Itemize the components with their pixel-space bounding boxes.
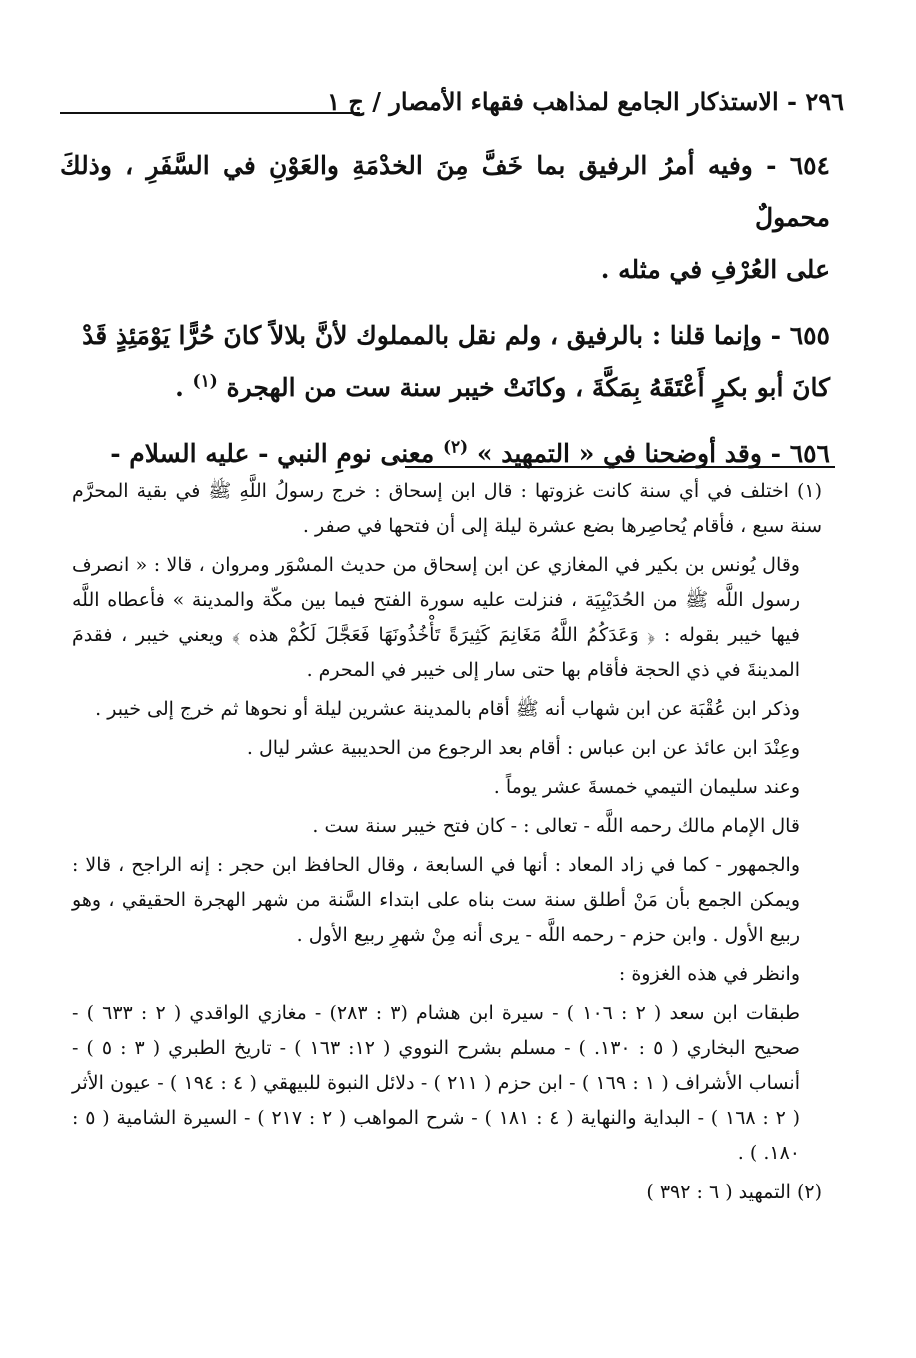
footnote-1-paragraph-5: وعند سليمان التيمي خمسةَ عشر يوماً . xyxy=(493,776,800,798)
paragraph-654 xyxy=(60,140,830,296)
header-title: ٢٩٦ - الاستذكار الجامع لمذاهب فقهاء الأمصار / ج ١ xyxy=(327,87,844,116)
footnote-separator xyxy=(405,466,835,468)
footnote-1-paragraph-7: والجمهور - كما في زاد المعاد : أنها في السابعة ، وقال الحافظ ابن حجر : إنه الراجح ، قالا : ويمكن الجمع بأن مَنْ أطلق سنة ست بناه على ابتداء السَّنة من شهر الهجرة الحقيقي ، وهو ربيع الأول . وابن حزم - رحمه اللَّه - يرى أنه مِنْ شهرِ ربيع الأول . xyxy=(72,854,800,946)
footnote-1-paragraph-8: وانظر في هذه الغزوة : xyxy=(618,963,800,985)
paragraph-656-start: ٦٥٦ - وقد أوضحنا في « التمهيد » xyxy=(476,439,830,468)
footnotes xyxy=(72,474,822,1214)
footnote-2: (٢) التمهيد ( ٦ : ٣٩٢ ) xyxy=(646,1181,822,1203)
footnote-1-paragraph-2: وقال يُونس بن بكير في المغازي عن ابن إسحاق من حديث المسْوَر ومروان ، قالا : « انصرف رسول اللَّه ﷺ من الحُدَيْبِيَة ، فنزلت عليه سورة الفتح فيما بين مكّة والمدينة » فأعطاه اللَّه فيها خيبر بقوله : ﴿ وَعَدَكُمُ اللَّهُ مَغَانِمَ كَثِيرَةً تَأْخُذُونَهَا فَعَجَّلَ لَكُمْ هذه ﴾ ويعني خيبر ، فقدمَ المدينةَ في ذي الحجة فأقام بها حتى سار إلى خيبر في المحرم . xyxy=(72,554,800,681)
footnote-1-paragraph-4: وعِنْدَ ابن عائذ عن ابن عباس : أقام بعد الرجوع من الحديبية عشر ليال . xyxy=(246,737,800,759)
paragraph-655 xyxy=(60,310,830,414)
paragraph-655-line-2: كانَ أبو بكرٍ أَعْتَقَهُ بِمَكَّةَ ، وكانَتْ خيبر سنة ست من الهجرة xyxy=(226,373,830,402)
paragraph-655-line-1: ٦٥٥ - وإنما قلنا : بالرفيق ، ولم نقل بالمملوك لأنَّ بلالاً كانَ حُرًّا يَوْمَئِذٍ قَدْ xyxy=(82,321,830,350)
header-rule xyxy=(60,112,360,114)
footnote-ref-2[interactable]: (٢) xyxy=(442,437,469,458)
paragraph-654-line-1: ٦٥٤ - وفيه أمرُ الرفيق بما خَفَّ مِنَ الخدْمَةِ والعَوْنِ في السَّفَرِ ، وذلكَ محمولٌ xyxy=(60,151,830,232)
paragraph-656 xyxy=(60,428,830,480)
footnote-1-paragraph-1: (١) اختلف في أي سنة كانت غزوتها : قال ابن إسحاق : خرج رسولُ اللَّهِ ﷺ في بقية المحرَّم سنة سبع ، فأقام يُحاصِرها بضع عشرة ليلة إلى أن فتحها في صفر . xyxy=(72,480,822,537)
footnote-ref-1[interactable]: (١) xyxy=(192,371,218,392)
footnote-1-paragraph-6: قال الإمام مالك رحمه اللَّه - تعالى : - كان فتح خيبر سنة ست . xyxy=(312,815,800,837)
footnote-1-references: طبقات ابن سعد ( ٢ : ١٠٦ ) - سيرة ابن هشام (٣ : ٢٨٣) - مغازي الواقدي ( ٢ : ٦٣٣ ) - صحيح البخاري ( ٥ : ١٣٠. ) - مسلم بشرح النووي ( ١٢: ١٦٣ ) - تاريخ الطبري ( ٣ : ٥ ) - أنساب الأشراف ( ١ : ١٦٩ ) - ابن حزم ( ٢١١ ) - دلائل النبوة للبيهقي ( ٤ : ١٩٤ ) - عيون الأثر ( ٢ : ١٦٨ ) - البداية والنهاية ( ٤ : ١٨١ ) - شرح المواهب ( ٢ : ٢١٧ ) - السيرة الشامية ( ٥ : ١٨٠. ) . xyxy=(72,1002,801,1164)
main-text xyxy=(60,140,830,494)
paragraph-654-line-2: على العُرْفِ في مثله . xyxy=(600,255,830,284)
footnote-1-paragraph-3: وذكر ابن عُقْبَة عن ابن شهاب أنه ﷺ أقام بالمدينة عشرين ليلة أو نحوها ثم خرج إلى خيبر . xyxy=(95,698,800,720)
running-header xyxy=(60,86,844,126)
paragraph-655-end: . xyxy=(175,373,193,402)
paragraph-656-end: معنى نومِ النبي - عليه السلام - xyxy=(110,439,443,468)
